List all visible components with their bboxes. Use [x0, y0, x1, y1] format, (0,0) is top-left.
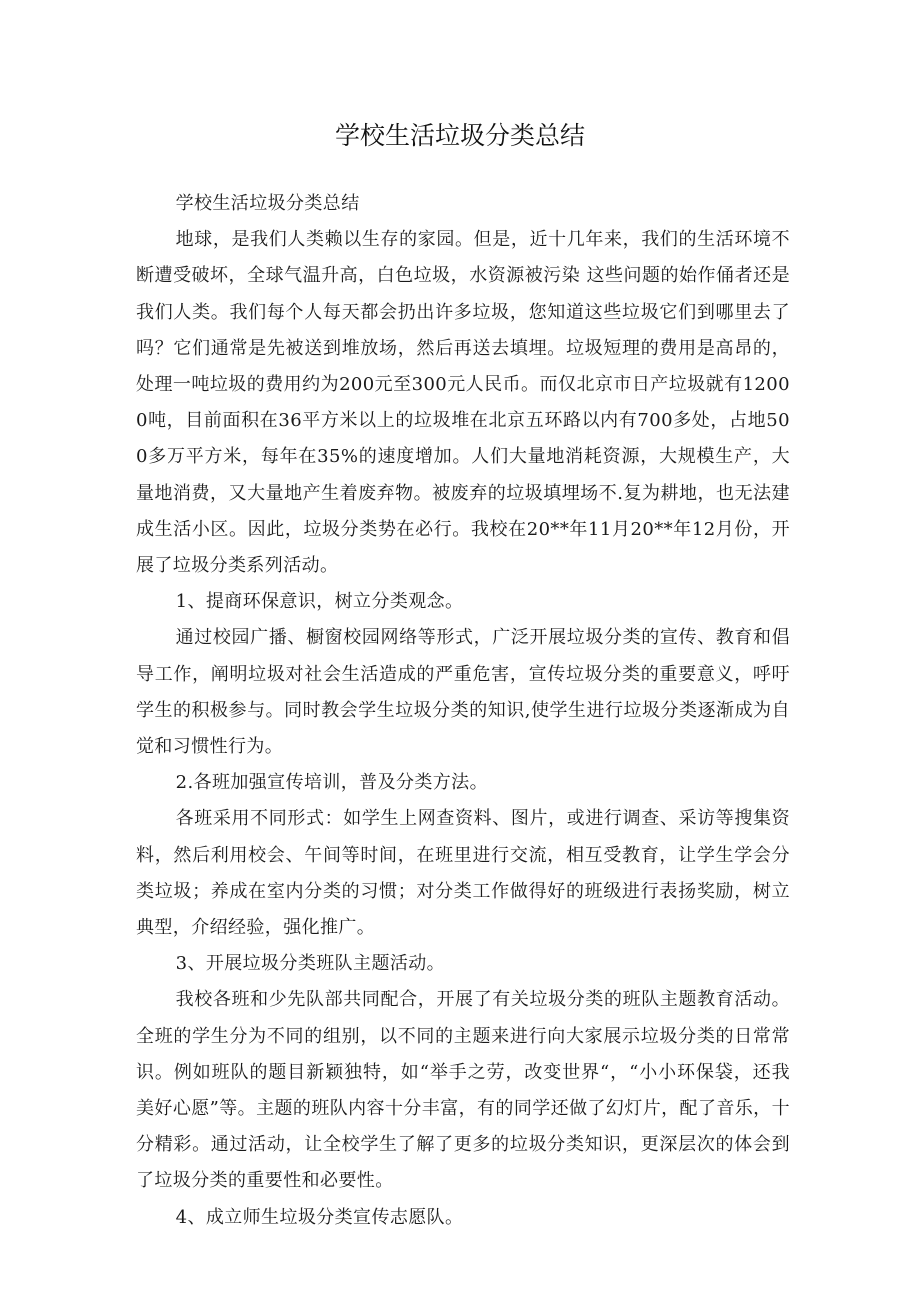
document-title: 学校生活垃圾分类总结	[334, 121, 585, 150]
section-heading-1: 1、提商环保意识，树立分类观念。	[175, 591, 464, 613]
section-heading-3: 3、开展垃圾分类班队主题活动。	[175, 953, 446, 975]
subtitle-paragraph: 学校生活垃圾分类总结	[175, 193, 360, 214]
intro-paragraph: 地球，是我们人类赖以生存的家园。但是，近十几年来，我们的生活环境不断遭受破坏，全球气温升高，白色垃圾，水资源被污染 这些问题的始作俑者还是我们人类。我们每个人每天都会扔出许多垃圾，您知道这些垃圾它们到哪里去了吗？它们通常是先被送到堆放场，然后再送去填埋。垃圾短理的费用是高昂的，处理一吨垃圾的费用约为200元至300元人民币。而仅北京市日产垃圾就有12000吨，目前面积在36平方米以上的垃圾堆在北京五环路以内有700多处，占地500多万平方米，每年在35%的速度增加。人们大量地消耗资源，大规模生产，大量地消费，又大量地产生着废弃物。被废弃的垃圾填埋场不.复为耕地，也无法建成生活小区。因此，垃圾分类势在必行。我校在20**年11月20**年12月份，开展了垃圾分类系列活动。	[136, 229, 790, 577]
document-body	[136, 186, 790, 1236]
section-paragraph-2: 各班采用不同形式：如学生上网查资料、图片，或进行调查、采访等搜集资料，然后利用校会、午间等时间，在班里进行交流，相互受教育，让学生学会分类垃圾；养成在室内分类的习惯；对分类工作做得好的班级进行表扬奖励，树立典型，介绍经验，强化推广。	[136, 808, 790, 939]
section-paragraph-3: 我校各班和少先队部共同配合，开展了有关垃圾分类的班队主题教育活动。全班的学生分为不同的组别，以不同的主题来进行向大家展示垃圾分类的日常常识。例如班队的题目新颖独特，如“举手之劳，改变世界“，“小小环保袋，还我美好心愿”等。主题的班队内容十分丰富，有的同学还做了幻灯片，配了音乐，十分精彩。通过活动，让全校学生了解了更多的垃圾分类知识，更深层次的体会到了垃圾分类的重要性和必要性。	[136, 989, 790, 1192]
section-heading-2: 2.各班加强宣传培训，普及分类方法。	[175, 772, 488, 794]
section-heading-4: 4、成立师生垃圾分类宣传志愿队。	[175, 1206, 464, 1228]
section-paragraph-1: 通过校园广播、橱窗校园网络等形式，广泛开展垃圾分类的宣传、教育和倡导工作，阐明垃圾对社会生活造成的严重危害，宣传垃圾分类的重要意义，呼吁学生的积极参与。同时教会学生垃圾分类的知识,使学生进行垃圾分类逐渐成为自觉和习惯性行为。	[136, 627, 790, 758]
